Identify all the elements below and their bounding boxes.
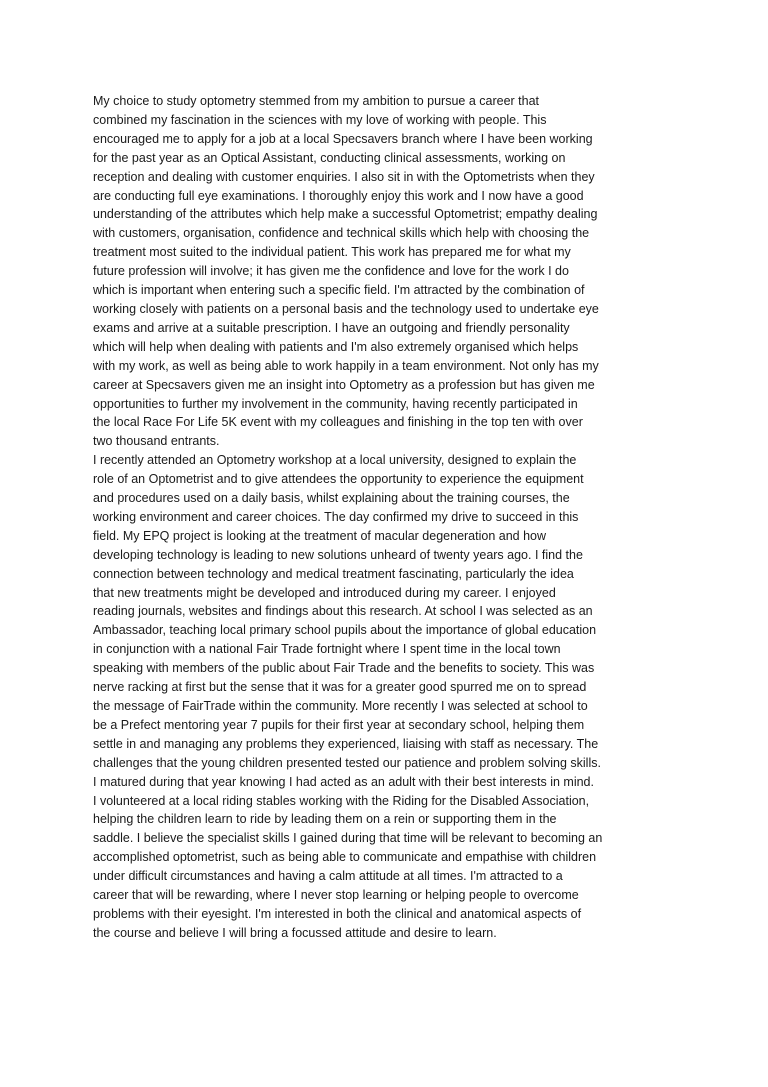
text-line: career at Specsavers given me an insight into Optometry as a profession but has given me	[93, 377, 595, 392]
text-line: that new treatments might be developed and introduced during my career. I enjoyed	[93, 585, 556, 600]
text-line: reading journals, websites and findings about this research. At school I was selected as an	[93, 604, 593, 619]
text-line: speaking with members of the public about Fair Trade and the benefits to society. This was	[93, 661, 595, 676]
text-line: exams and arrive at a suitable prescription. I have an outgoing and friendly personality	[93, 320, 570, 335]
text-line: challenges that the young children presented tested our patience and problem solving skills.	[93, 755, 601, 770]
text-line: Ambassador, teaching local primary school pupils about the importance of global education	[93, 623, 597, 638]
text-line: for the past year as an Optical Assistant, conducting clinical assessments, working on	[93, 150, 566, 165]
text-line: which will help when dealing with patients and I'm also extremely organised which helps	[93, 339, 579, 354]
text-line: accomplished optometrist, such as being able to communicate and empathise with children	[93, 850, 597, 865]
text-line: reception and dealing with customer enquiries. I also sit in with the Optometrists when they	[93, 169, 595, 184]
text-line: combined my fascination in the sciences with my love of working with people. This	[93, 112, 547, 127]
personal-statement-text	[93, 92, 687, 943]
text-line: career that will be rewarding, where I never stop learning or helping people to overcome	[93, 888, 579, 903]
text-line: treatment most suited to the individual patient. This work has prepared me for what my	[93, 245, 571, 260]
text-line: working closely with patients on a personal basis and the technology used to undertake eye	[93, 301, 599, 316]
text-line: I recently attended an Optometry workshop at a local university, designed to explain the	[93, 453, 577, 468]
text-line: nerve racking at first but the sense that it was for a greater good spurred me on to spread	[93, 680, 587, 695]
text-line: with customers, organisation, confidence and technical skills which help with choosing the	[93, 226, 590, 241]
text-line: I matured during that year knowing I had acted as an adult with their best interests in mind.	[93, 774, 594, 789]
text-line: future profession will involve; it has given me the confidence and love for the work I do	[93, 264, 569, 279]
text-line: and procedures used on a daily basis, whilst explaining about the training courses, the	[93, 491, 570, 506]
text-line: be a Prefect mentoring year 7 pupils for their first year at secondary school, helping them	[93, 717, 585, 732]
text-line: settle in and managing any problems they experienced, liaising with staff as necessary. The	[93, 736, 599, 751]
text-line: field. My EPQ project is looking at the treatment of macular degeneration and how	[93, 528, 547, 543]
text-line: connection between technology and medical treatment fascinating, particularly the idea	[93, 566, 574, 581]
text-line: helping the children learn to ride by leading them on a rein or supporting them in the	[93, 812, 557, 827]
text-line: encouraged me to apply for a job at a local Specsavers branch where I have been working	[93, 131, 593, 146]
text-line: My choice to study optometry stemmed from my ambition to pursue a career that	[93, 94, 540, 108]
text-line: the local Race For Life 5K event with my colleagues and finishing in the top ten with over	[93, 415, 583, 430]
text-line: problems with their eyesight. I'm interested in both the clinical and anatomical aspects of	[93, 906, 582, 921]
text-line: under difficult circumstances and having a calm attitude at all times. I'm attracted to a	[93, 869, 563, 884]
text-line: which is important when entering such a specific field. I'm attracted by the combination of	[93, 283, 585, 298]
text-line: two thousand entrants.	[93, 434, 220, 449]
text-line: understanding of the attributes which help make a successful Optometrist; empathy dealing	[93, 207, 598, 222]
text-line: working environment and career choices. The day confirmed my drive to succeed in this	[93, 509, 579, 524]
text-line: the course and believe I will bring a focussed attitude and desire to learn.	[93, 925, 497, 940]
text-line: saddle. I believe the specialist skills I gained during that time will be relevant to becoming an	[93, 831, 603, 846]
text-line: in conjunction with a national Fair Trade fortnight where I spent time in the local town	[93, 642, 561, 657]
text-line: I volunteered at a local riding stables working with the Riding for the Disabled Association,	[93, 793, 590, 808]
text-line: role of an Optometrist and to give attendees the opportunity to experience the equipment	[93, 472, 584, 487]
text-line: opportunities to further my involvement in the community, having recently participated in	[93, 396, 578, 411]
text-line: are conducting full eye examinations. I thoroughly enjoy this work and I now have a good	[93, 188, 584, 203]
text-line: the message of FairTrade within the community. More recently I was selected at school to	[93, 699, 588, 713]
text-line: developing technology is leading to new solutions unheard of twenty years ago. I find the	[93, 547, 583, 562]
text-line: with my work, as well as being able to work happily in a team environment. Not only has my	[93, 358, 599, 373]
